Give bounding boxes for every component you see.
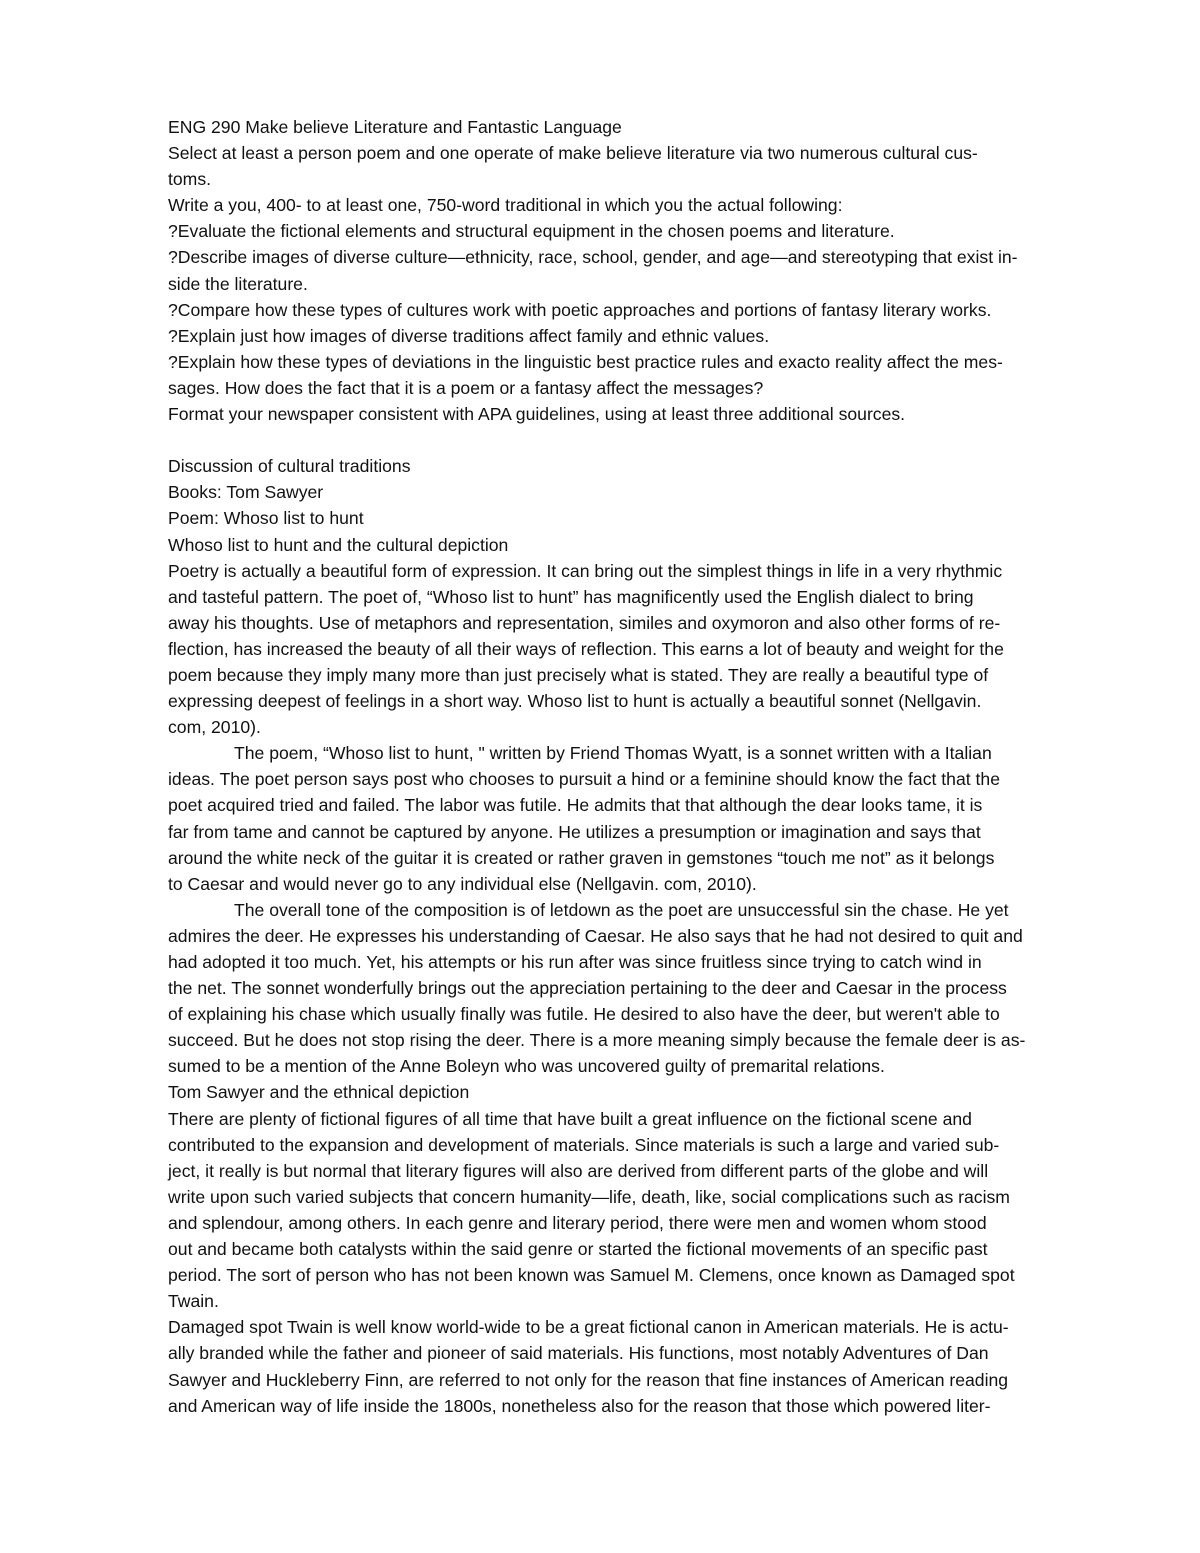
paragraph-line: ideas. The poet person says post who chooses to pursuit a hind or a feminine should know the fact that the	[168, 769, 1000, 790]
paragraph-line: and tasteful pattern. The poet of, “Whoso list to hunt” has magnificently used the English dialect to bring	[168, 586, 974, 607]
paragraph-line: ally branded while the father and pioneer of said materials. His functions, most notably Adventures of Dan	[168, 1343, 989, 1364]
paragraph-line: write upon such varied subjects that concern humanity—life, death, like, social complications such as racism	[168, 1186, 1010, 1207]
paragraph-line: far from tame and cannot be captured by anyone. He utilizes a presumption or imagination and says that	[168, 821, 981, 842]
paragraph-line: away his thoughts. Use of metaphors and representation, similes and oxymoron and also other forms of re-	[168, 612, 1001, 633]
section-heading: Discussion of cultural traditions	[168, 456, 411, 477]
assignment-line: Format your newspaper consistent with APA guidelines, using at least three additional sources.	[168, 404, 906, 425]
paragraph-line: admires the deer. He expresses his understanding of Caesar. He also says that he had not desired to quit and	[168, 925, 1023, 946]
assignment-title: ENG 290 Make believe Literature and Fantastic Language	[168, 117, 622, 137]
poem-label: Poem: Whoso list to hunt	[168, 508, 364, 529]
paragraph-line: and splendour, among others. In each genre and literary period, there were men and women whom stood	[168, 1212, 987, 1233]
section-heading: Tom Sawyer and the ethnical depiction	[168, 1082, 470, 1103]
assignment-line: Write a you, 400- to at least one, 750-word traditional in which you the actual following:	[168, 195, 843, 216]
paragraph-line: Damaged spot Twain is well know world-wide to be a great fictional canon in American materials. He is actu-	[168, 1317, 1009, 1338]
assignment-bullet: ?Explain just how images of diverse traditions affect family and ethnic values.	[168, 325, 770, 346]
paragraph-line: ject, it really is but normal that literary figures will also are derived from different parts of the globe and will	[168, 1160, 989, 1181]
paragraph-line: of explaining his chase which usually finally was futile. He desired to also have the deer, but weren't able to	[168, 1004, 1000, 1025]
paragraph-line: succeed. But he does not stop rising the deer. There is a more meaning simply because the female deer is as-	[168, 1030, 1026, 1051]
paragraph-line: the net. The sonnet wonderfully brings out the appreciation pertaining to the deer and Caesar in the process	[168, 978, 1007, 999]
paragraph-line: contributed to the expansion and development of materials. Since materials is such a large and varied sub-	[168, 1134, 1000, 1155]
paragraph-line: Poetry is actually a beautiful form of expression. It can bring out the simplest things in life in a very rhythmic	[168, 560, 1003, 581]
paragraph-line: around the white neck of the guitar it is created or rather graven in gemstones “touch me not” as it belongs	[168, 847, 995, 868]
document-body	[168, 114, 1048, 1419]
paragraph-line: poem because they imply many more than just precisely what is stated. They are really a beautiful type of	[168, 664, 989, 685]
paragraph-line: com, 2010).	[168, 717, 261, 738]
assignment-line: toms.	[168, 169, 212, 190]
assignment-bullet: ?Describe images of diverse culture—ethnicity, race, school, gender, and age—and stereotyping that exist in-	[168, 247, 1018, 268]
paragraph-line: period. The sort of person who has not been known was Samuel M. Clemens, once known as Damaged spot	[168, 1265, 1015, 1286]
paragraph-line: Twain.	[168, 1291, 219, 1312]
paragraph-line: Sawyer and Huckleberry Finn, are referred to not only for the reason that fine instances of American reading	[168, 1369, 1009, 1390]
assignment-line: Select at least a person poem and one operate of make believe literature via two numerous cultural cus-	[168, 143, 978, 164]
paragraph-line: flection, has increased the beauty of all their ways of reflection. This earns a lot of beauty and weight for the	[168, 638, 1004, 659]
paragraph-first-line: The overall tone of the composition is of letdown as the poet are unsuccessful sin the chase. He yet	[234, 899, 1009, 920]
blank-line	[168, 427, 1048, 453]
paragraph-line: out and became both catalysts within the said genre or started the fictional movements of an specific past	[168, 1239, 988, 1260]
paragraph-line: had adopted it too much. Yet, his attempts or his run after was since fruitless since trying to catch wind in	[168, 952, 982, 972]
paragraph-line: There are plenty of fictional figures of all time that have built a great influence on the fictional scene and	[168, 1108, 972, 1129]
paragraph-line: expressing deepest of feelings in a short way. Whoso list to hunt is actually a beautiful sonnet (Nellgavin.	[168, 691, 982, 712]
paragraph-line: sumed to be a mention of the Anne Boleyn who was uncovered guilty of premarital relations.	[168, 1056, 885, 1077]
assignment-bullet: sages. How does the fact that it is a poem or a fantasy affect the messages?	[168, 377, 764, 398]
assignment-bullet: side the literature.	[168, 273, 308, 294]
section-heading: Whoso list to hunt and the cultural depiction	[168, 534, 509, 555]
paragraph-line: and American way of life inside the 1800s, nonetheless also for the reason that those which powered liter-	[168, 1395, 991, 1416]
paragraph-first-line: The poem, “Whoso list to hunt, " written by Friend Thomas Wyatt, is a sonnet written with a Italian	[234, 743, 992, 764]
assignment-bullet: ?Compare how these types of cultures work with poetic approaches and portions of fantasy literary works.	[168, 299, 992, 320]
assignment-bullet: ?Explain how these types of deviations in the linguistic best practice rules and exacto reality affect the mes-	[168, 351, 1003, 372]
assignment-bullet: ?Evaluate the fictional elements and structural equipment in the chosen poems and literature.	[168, 221, 895, 242]
paragraph-line: to Caesar and would never go to any individual else (Nellgavin. com, 2010).	[168, 873, 757, 894]
paragraph-line: poet acquired tried and failed. The labor was futile. He admits that that although the dear looks tame, it is	[168, 795, 983, 816]
book-label: Books: Tom Sawyer	[168, 482, 324, 503]
